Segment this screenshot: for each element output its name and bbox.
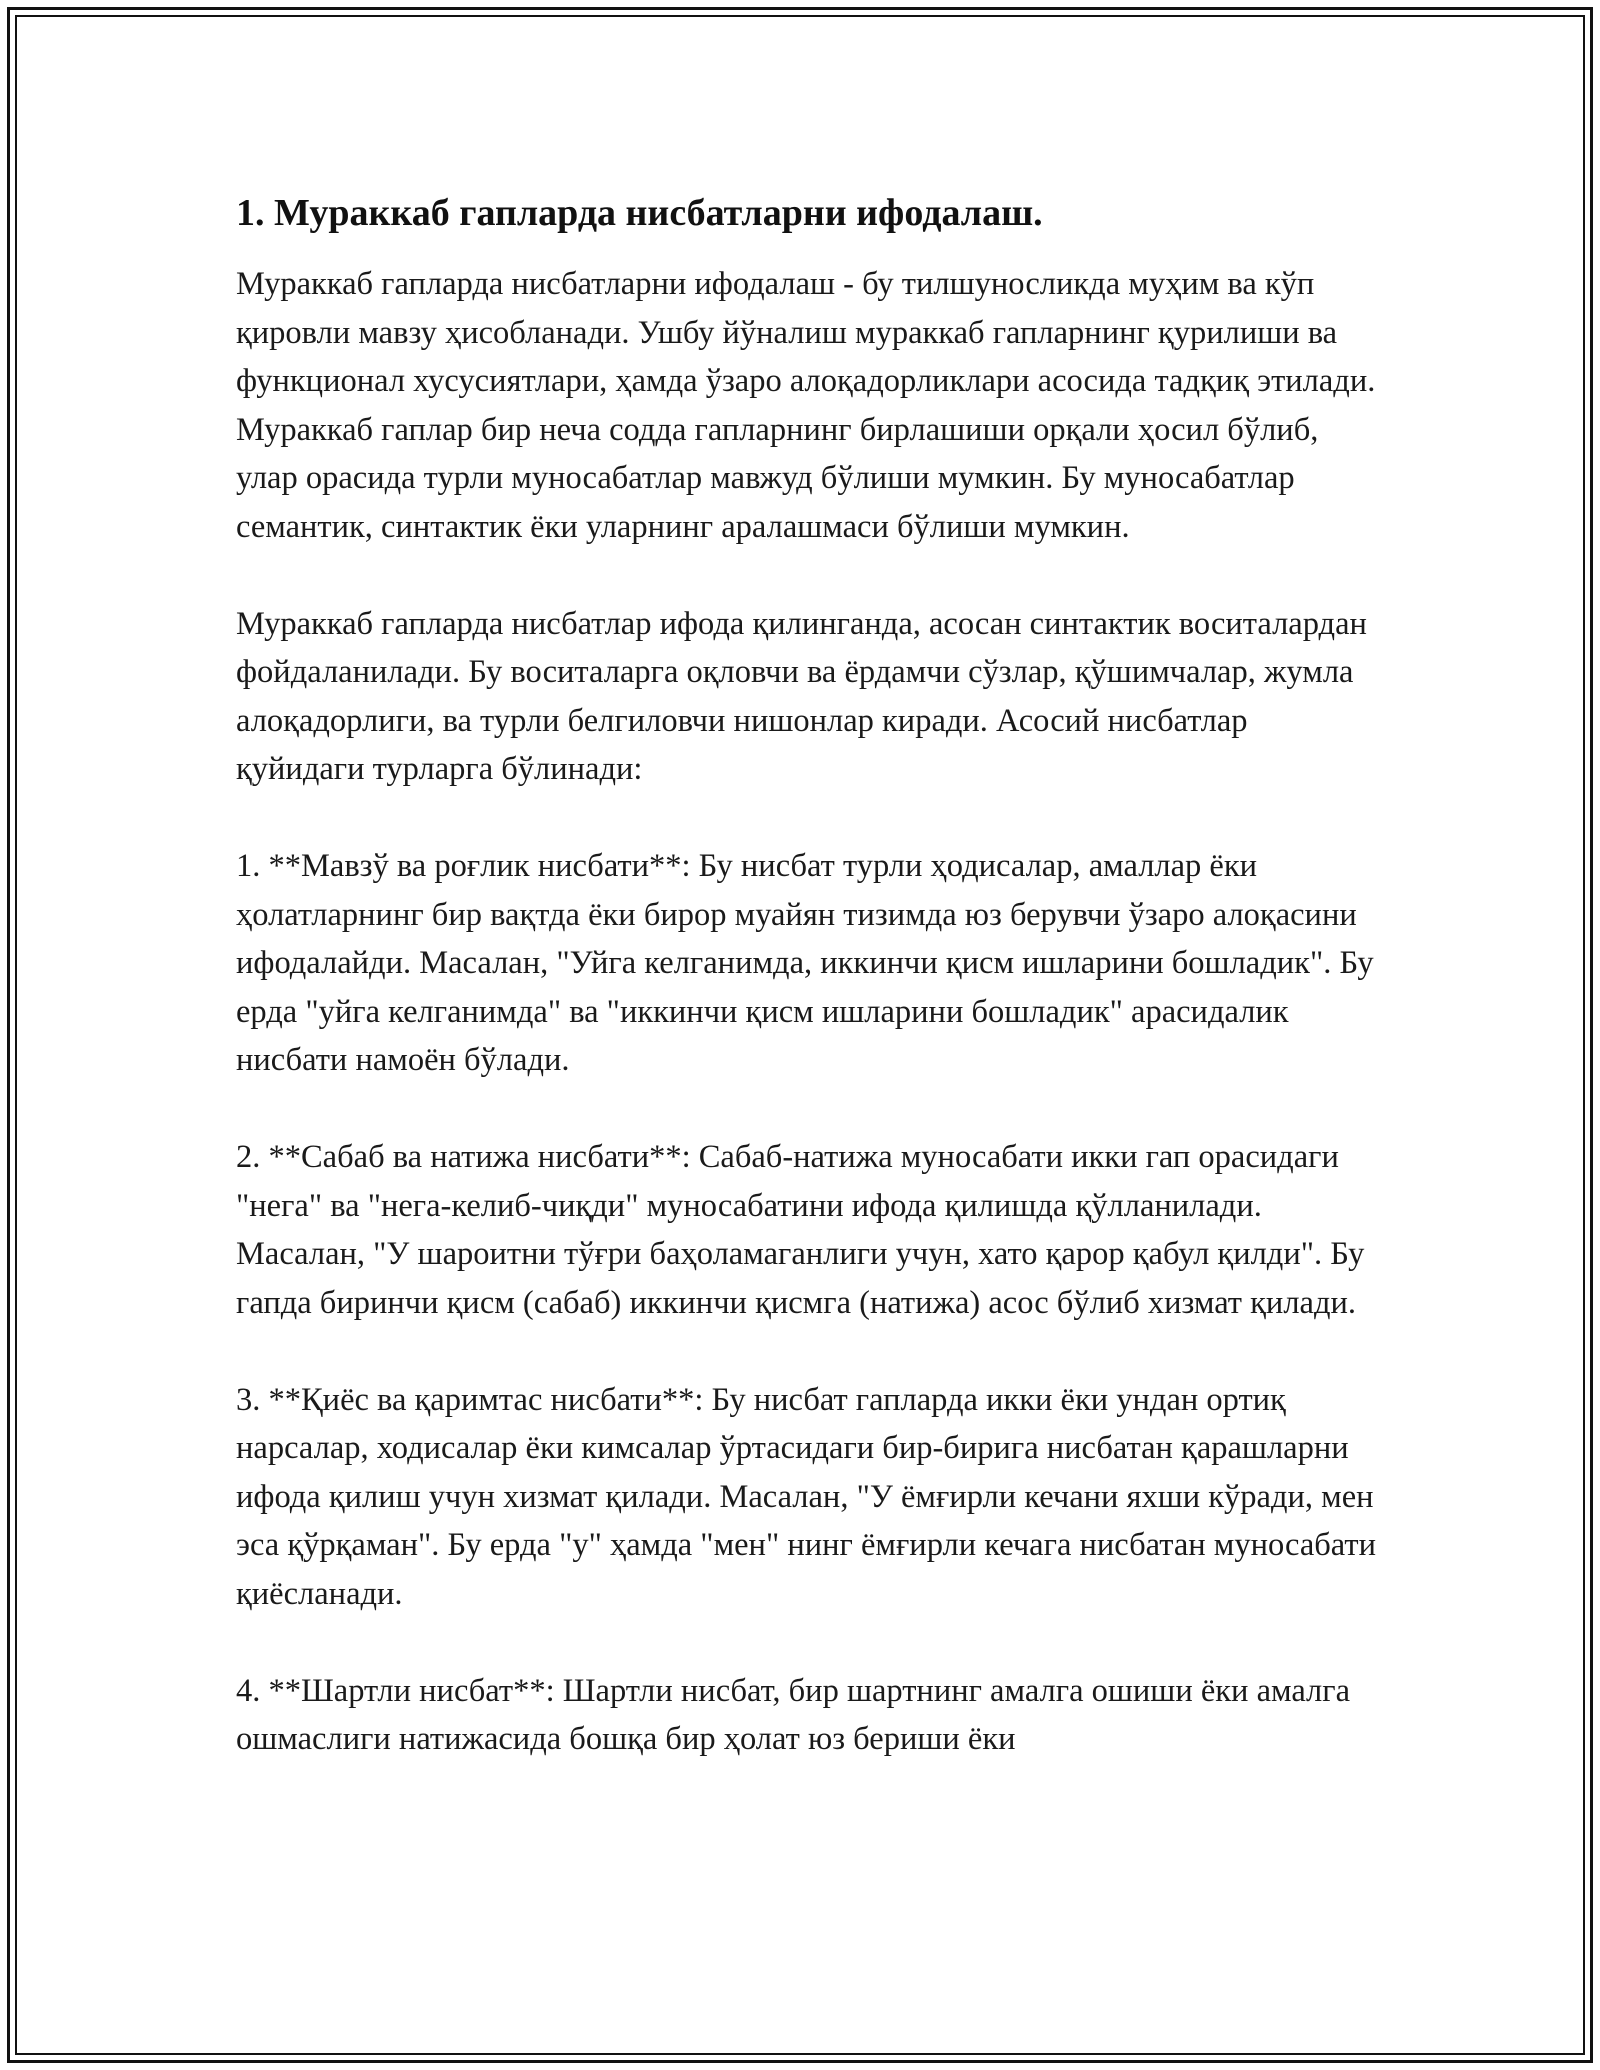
paragraph-item-4: 4. **Шартли нисбат**: Шартли нисбат, бир шартнинг амалга ошиши ёки амалга ошмаслиги натижасида бошқа бир ҳолат юз бериши ёки bbox=[236, 1672, 1351, 1757]
paragraph-intro: Мураккаб гапларда нисбатларни ифодалаш - бу тилшуносликда муҳим ва кўп қировли мавзу ҳисобланади. Ушбу йўналиш мураккаб гапларнинг қурилиши ва функционал хусусиятлари, ҳамда ўзаро алоқадорликлари асосида тадқиқ этилади. Мураккаб гаплар бир неча содда гапларнинг бирлашиши орқали ҳосил бўлиб, улар орасида турли муносабатлар мавжуд бўлиши мумкин. Бу муносабатлар семантик, синтактик ёки уларнинг аралашмаси бўлиши мумкин. bbox=[236, 266, 1376, 545]
document-body bbox=[236, 190, 1376, 1812]
paragraph-item-3: 3. **Қиёс ва қаримтас нисбати**: Бу нисбат гапларда икки ёки ундан ортиқ нарсалар, ходисалар ёки кимсалар ўртасидаги бир-бирига нисбатан қарашларни ифода қилиш учун хизмат қилади. Масалан, "У ёмғирли кечани яхши кўради, мен эса қўрқаман". Бу ерда "у" ҳамда "мен" нинг ёмғирли кечага нисбатан муносабати қиёсланади. bbox=[236, 1381, 1376, 1612]
paragraph-syntactic-means: Мураккаб гапларда нисбатлар ифода қилинганда, асосан синтактик воситалардан фойдаланилади. Бу воситаларга оқловчи ва ёрдамчи сўзлар, қўшимчалар, жумла алоқадорлиги, ва турли белгиловчи нишонлар киради. Асосий нисбатлар қуйидаги турларга бўлинади: bbox=[236, 605, 1367, 787]
document-heading: 1. Мураккаб гапларда нисбатларни ифодалаш. bbox=[236, 192, 1043, 234]
paragraph-item-2: 2. **Сабаб ва натижа нисбати**: Сабаб-натижа муносабати икки гап орасидаги "нега" ва "нега-келиб-чиқди" муносабатини ифода қилишда қўлланилади. Масалан, "У шароитни тўғри баҳоламаганлиги учун, хато қарор қабул қилди". Бу гапда биринчи қисм (сабаб) иккинчи қисмга (натижа) асос бўлиб хизмат қилади. bbox=[236, 1139, 1365, 1321]
paragraph-item-1: 1. **Мавзў ва роғлик нисбати**: Бу нисбат турли ҳодисалар, амаллар ёки ҳолатларнинг бир вақтда ёки бирор муайян тизимда юз берувчи ўзаро алоқасини ифодалайди. Масалан, "Уйга келганимда, иккинчи қисм ишларини бошладик". Бу ерда "уйга келганимда" ва "иккинчи қисм ишларини бошладик" арасидалик нисбати намоён бўлади. bbox=[236, 848, 1374, 1078]
